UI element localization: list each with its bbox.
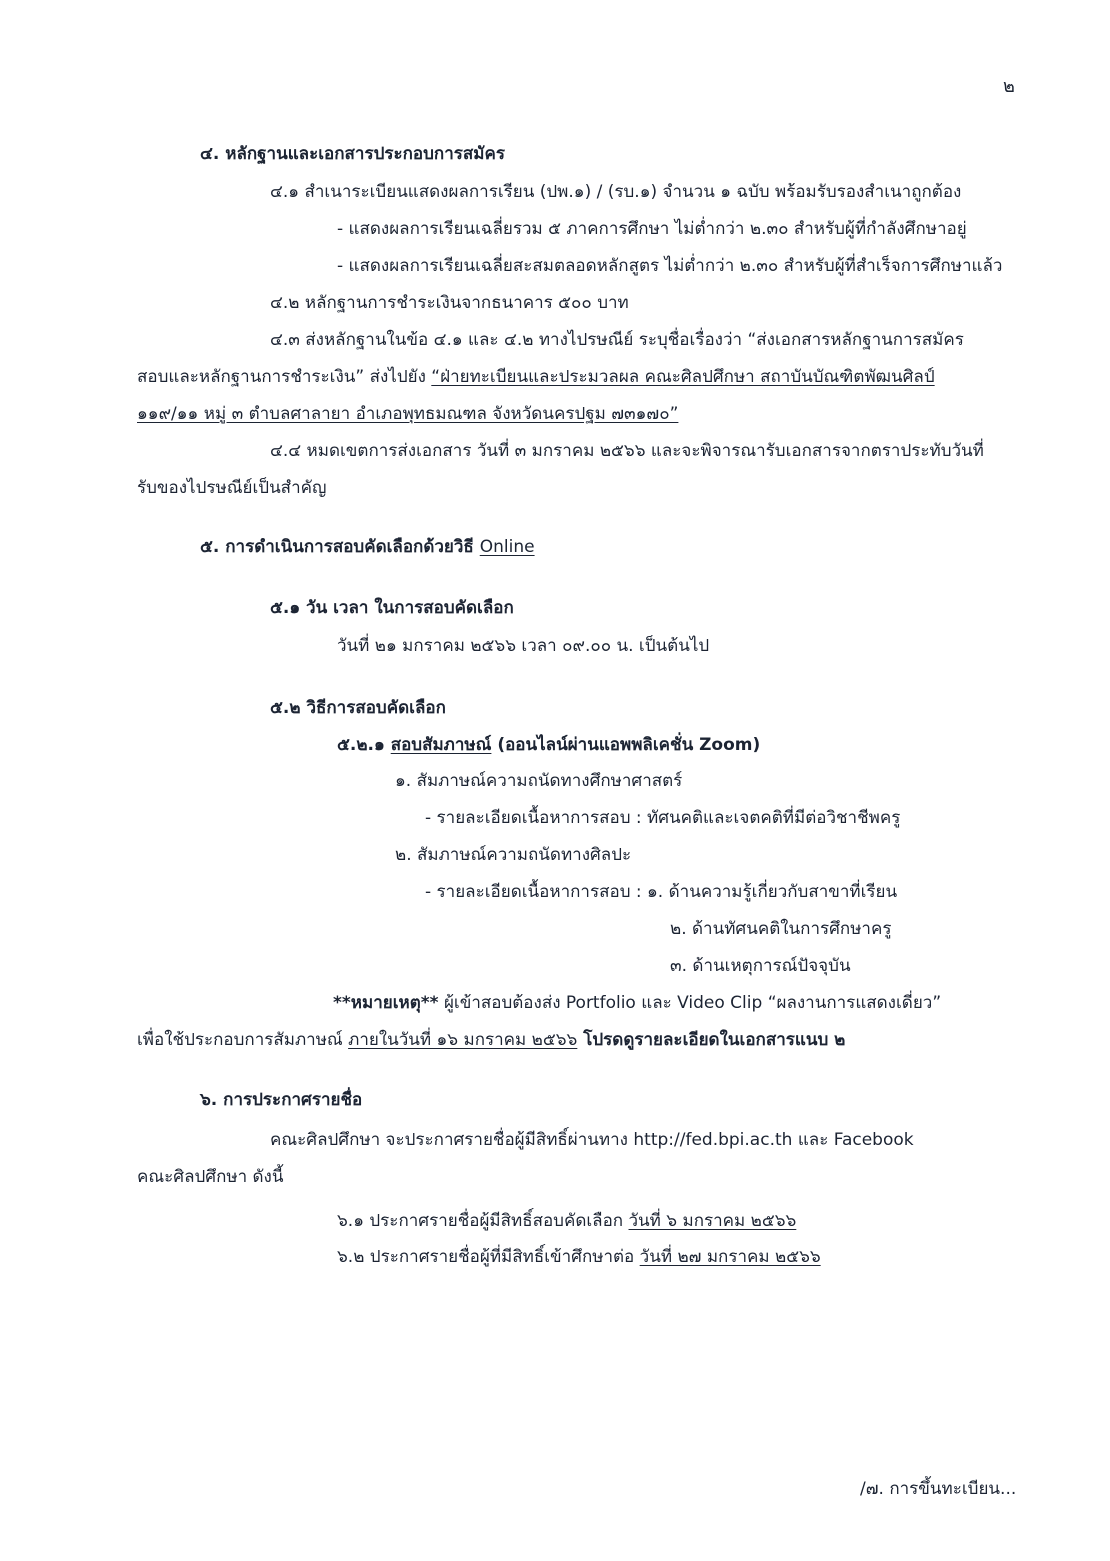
section5-sub21-underlined: สอบสัมภาษณ์ <box>390 735 492 755</box>
note-label: **หมายเหตุ** <box>333 993 439 1013</box>
section5-heading-text: ๕. การดำเนินการสอบคัดเลือกด้วยวิธี <box>200 537 480 557</box>
interview1-detail: - รายละเอียดเนื้อหาการสอบ : ทัศนคติและเจตคติที่มีต่อวิชาชีพครู <box>425 808 901 828</box>
section5-sub1-heading: ๕.๑ วัน เวลา ในการสอบคัดเลือก <box>270 598 514 618</box>
section6-item1 <box>337 1207 796 1235</box>
section4-item2: ๔.๒ หลักฐานการชำระเงินจากธนาคาร ๕๐๐ บาท <box>270 293 629 313</box>
interview1: ๑. สัมภาษณ์ความถนัดทางศึกษาศาสตร์ <box>395 771 683 791</box>
section6-line2: คณะศิลปศึกษา ดังนี้ <box>137 1167 284 1187</box>
section4-heading: ๔. หลักฐานและเอกสารประกอบการสมัคร <box>200 144 505 164</box>
note-deadline: ภายในวันที่ ๑๖ มกราคม ๒๕๖๖ <box>348 1030 578 1050</box>
section5-sub21-number: ๕.๒.๑ <box>337 735 391 755</box>
section5-sub21 <box>337 731 760 759</box>
note-text: ผู้เข้าสอบต้องส่ง Portfolio และ Video Clip “ผลงานการแสดงเดี่ยว” <box>438 993 942 1013</box>
section4-item1: ๔.๑ สำเนาระเบียนแสดงผลการเรียน (ปพ.๑) / (รบ.๑) จำนวน ๑ ฉบับ พร้อมรับรองสำเนาถูกต้อง <box>270 182 962 202</box>
interview2: ๒. สัมภาษณ์ความถนัดทางศิลปะ <box>395 845 632 865</box>
section6-item2 <box>337 1243 821 1271</box>
note-attachment: โปรดดูรายละเอียดในเอกสารแนบ ๒ <box>577 1030 846 1050</box>
section6-item1-date: วันที่ ๖ มกราคม ๒๕๖๖ <box>628 1211 797 1231</box>
page-number: ๒ <box>1003 76 1015 97</box>
section5-heading-online: Online <box>479 537 535 557</box>
section4-item3-line1: ๔.๓ ส่งหลักฐานในข้อ ๔.๑ และ ๔.๒ ทางไปรษณีย์ ระบุชื่อเรื่องว่า “ส่งเอกสารหลักฐานการสมัคร <box>270 330 964 350</box>
section4-item1-bullet2: - แสดงผลการเรียนเฉลี่ยสะสมตลอดหลักสูตร ไม่ต่ำกว่า ๒.๓๐ สำหรับผู้ที่สำเร็จการศึกษาแล้ว <box>337 256 1003 276</box>
section5-sub21-rest: (ออนไลน์ผ่านแอพพลิเคชั่น Zoom) <box>491 735 761 755</box>
section5-sub1-text: วันที่ ๒๑ มกราคม ๒๕๖๖ เวลา ๐๙.๐๐ น. เป็นต้นไป <box>337 636 710 656</box>
section4-item3-line3: ๑๑๙/๑๑ หมู่ ๓ ตำบลศาลายา อำเภอพุทธมณฑล จังหวัดนครปฐม ๗๓๑๗๐” <box>137 404 679 424</box>
section5-heading <box>200 533 535 561</box>
section6-item1-text: ๖.๑ ประกาศรายชื่อผู้มีสิทธิ์สอบคัดเลือก <box>337 1211 629 1231</box>
section4-item4-line2: รับของไปรษณีย์เป็นสำคัญ <box>137 478 327 498</box>
section6-heading: ๖. การประกาศรายชื่อ <box>200 1090 363 1110</box>
section6-item2-text: ๖.๒ ประกาศรายชื่อผู้ที่มีสิทธิ์เข้าศึกษาต่อ <box>337 1247 640 1267</box>
section5-sub2-heading: ๕.๒ วิธีการสอบคัดเลือก <box>270 698 446 718</box>
section4-item3-line2-text: สอบและหลักฐานการชำระเงิน” ส่งไปยัง <box>137 367 432 387</box>
interview2-detail3: ๓. ด้านเหตุการณ์ปัจจุบัน <box>670 956 851 976</box>
note-line2 <box>137 1026 845 1054</box>
note-line2-text: เพื่อใช้ประกอบการสัมภาษณ์ <box>137 1030 349 1050</box>
footer-continuation: /๗. การขึ้นทะเบียน... <box>860 1479 1017 1499</box>
section6-item2-date: วันที่ ๒๗ มกราคม ๒๕๖๖ <box>639 1247 821 1267</box>
interview2-detail2: ๒. ด้านทัศนคติในการศึกษาครู <box>670 919 892 939</box>
interview2-detail: - รายละเอียดเนื้อหาการสอบ : ๑. ด้านความรู้เกี่ยวกับสาขาที่เรียน <box>425 882 898 902</box>
section6-line1: คณะศิลปศึกษา จะประกาศรายชื่อผู้มีสิทธิ์ผ่านทาง http://fed.bpi.ac.th และ Facebook <box>270 1130 914 1150</box>
note-line1 <box>333 989 941 1017</box>
section4-item1-bullet1: - แสดงผลการเรียนเฉลี่ยรวม ๕ ภาคการศึกษา ไม่ต่ำกว่า ๒.๓๐ สำหรับผู้ที่กำลังศึกษาอยู่ <box>337 219 967 239</box>
section4-address-underlined: “ฝ่ายทะเบียนและประมวลผล คณะศิลปศึกษา สถาบันบัณฑิตพัฒนศิลป์ <box>431 367 935 387</box>
section4-item3-line2 <box>137 363 935 391</box>
section4-item4-line1: ๔.๔ หมดเขตการส่งเอกสาร วันที่ ๓ มกราคม ๒๕๖๖ และจะพิจารณารับเอกสารจากตราประทับวันที่ <box>270 441 984 461</box>
